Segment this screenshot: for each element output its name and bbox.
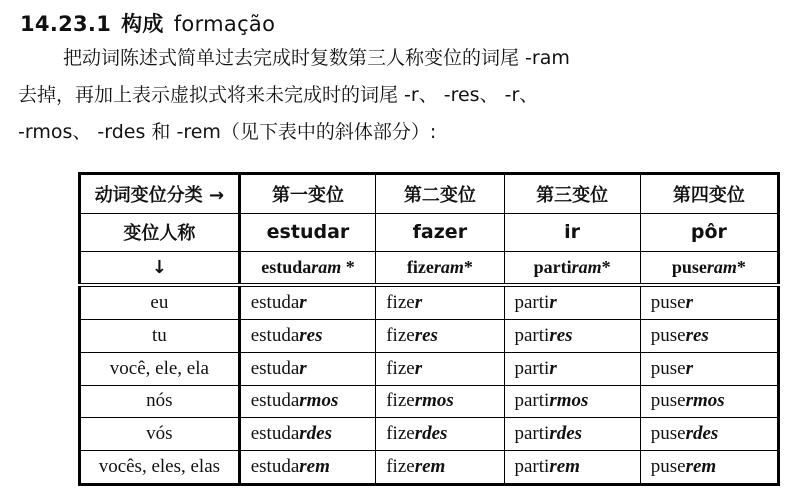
form-cell: puserem: [640, 450, 778, 484]
form-cell: fizer: [376, 352, 504, 385]
header-row-verbs: [80, 213, 779, 251]
form-cell: estudarem: [239, 450, 376, 484]
header-row-conjugation-class: [80, 174, 779, 214]
form-cell: fizerem: [376, 450, 504, 484]
pronoun-cell: vós: [80, 418, 240, 451]
section-heading: [20, 8, 285, 38]
header-lead-person: 变位人称: [80, 213, 240, 251]
table-row: [80, 285, 779, 320]
form-cell: estudarmos: [239, 385, 376, 418]
table-row: [80, 385, 779, 418]
form-cell: partir: [504, 352, 640, 385]
preterite-form: estudaram *: [239, 252, 376, 285]
form-cell: puser: [640, 285, 778, 320]
table-row: [80, 450, 779, 484]
header-col-2: 第二变位: [376, 174, 504, 214]
form-cell: partirmos: [504, 385, 640, 418]
paragraph-line-2: 去掉，再加上表示虚拟式将来未完成时的词尾 -r、 -res、 -r、: [18, 84, 539, 106]
form-cell: partirdes: [504, 418, 640, 451]
pronoun-cell: nós: [80, 385, 240, 418]
form-cell: estudardes: [239, 418, 376, 451]
form-cell: partires: [504, 320, 640, 353]
form-cell: fizer: [376, 285, 504, 320]
paragraph-line-3: -rmos、 -rdes 和 -rem（见下表中的斜体部分）:: [18, 121, 437, 143]
table-row: [80, 352, 779, 385]
paragraph-line-1: 把动词陈述式简单过去完成时复数第三人称变位的词尾 -ram: [63, 47, 570, 69]
form-cell: fizeres: [376, 320, 504, 353]
explanation-paragraph: [18, 40, 788, 151]
form-cell: estudar: [239, 285, 376, 320]
verb-ir: ir: [504, 213, 640, 251]
verb-por: pôr: [640, 213, 778, 251]
table-row: [80, 418, 779, 451]
section-number: 14.23.1: [20, 12, 112, 36]
pronoun-cell: eu: [80, 285, 240, 320]
preterite-form: fizeram*: [376, 252, 504, 285]
preterite-form: partiram*: [504, 252, 640, 285]
form-cell: partirem: [504, 450, 640, 484]
form-cell: puserdes: [640, 418, 778, 451]
form-cell: puser: [640, 352, 778, 385]
form-cell: fizermos: [376, 385, 504, 418]
down-arrow-icon: ↓: [80, 252, 240, 285]
header-col-4: 第四变位: [640, 174, 778, 214]
form-cell: estudar: [239, 352, 376, 385]
form-cell: puseres: [640, 320, 778, 353]
verb-estudar: estudar: [239, 213, 376, 251]
form-cell: estudares: [239, 320, 376, 353]
header-col-1: 第一变位: [239, 174, 376, 214]
conjugation-table: [78, 172, 780, 486]
preterite-form: puseram*: [640, 252, 778, 285]
form-cell: partir: [504, 285, 640, 320]
header-row-preterite: [80, 252, 779, 285]
form-cell: fizerdes: [376, 418, 504, 451]
pronoun-cell: você, ele, ela: [80, 352, 240, 385]
section-title-zh: 构成: [121, 12, 164, 36]
table-row: [80, 320, 779, 353]
form-cell: pusermos: [640, 385, 778, 418]
pronoun-cell: tu: [80, 320, 240, 353]
header-lead-conjugation-class: 动词变位分类 →: [80, 174, 240, 214]
verb-fazer: fazer: [376, 213, 504, 251]
section-title-pt: formação: [173, 12, 276, 36]
pronoun-cell: vocês, eles, elas: [80, 450, 240, 484]
header-col-3: 第三变位: [504, 174, 640, 214]
